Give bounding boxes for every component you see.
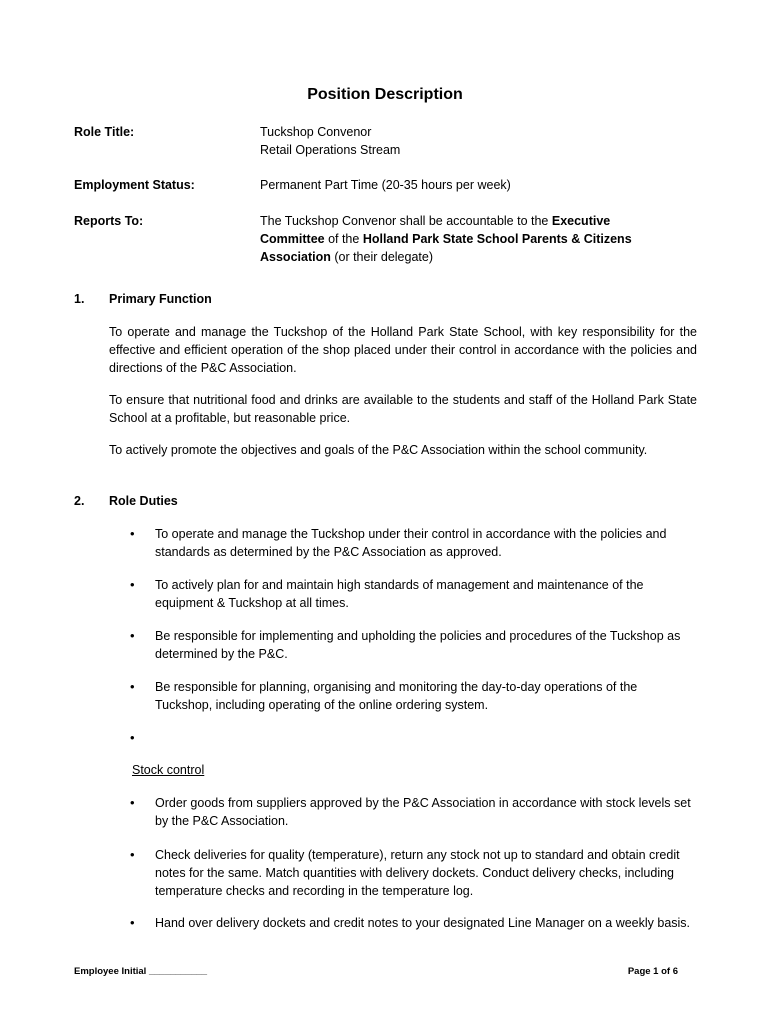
reports-to-bold-1: Executive — [551, 214, 611, 228]
role-title-value — [260, 123, 700, 159]
reports-to-bold-3: Holland Park State School Parents & Citizens — [362, 232, 632, 246]
employment-status-text: Permanent Part Time (20-35 hours per week) — [260, 178, 511, 192]
reports-to-text-3: (or their delegate) — [330, 250, 433, 264]
bullet-icon: • — [130, 795, 135, 810]
duty-item-2: To actively plan for and maintain high standards of management and maintenance of the equipment & Tuckshop at all times. — [155, 578, 644, 610]
role-title-label: Role Title: — [74, 125, 135, 139]
employee-initial-field: Employee Initial ___________ — [74, 966, 208, 977]
reports-to-label: Reports To: — [74, 214, 144, 228]
bullet-icon: • — [130, 915, 135, 930]
stock-item-1: Order goods from suppliers approved by the P&C Association in accordance with stock levels set by the P&C Association. — [155, 796, 691, 828]
page-title: Position Description — [307, 86, 463, 103]
primary-function-paragraph-2: To ensure that nutritional food and drinks are available to the students and staff of the Holland Park State School at a profitable, but reasonable price. — [109, 393, 697, 425]
employment-status-label: Employment Status: — [74, 178, 195, 192]
duty-item-1: To operate and manage the Tuckshop under their control in accordance with the policies and standards as determined by the P&C Association as approved. — [155, 527, 667, 559]
bullet-icon: • — [130, 847, 135, 862]
section-1-heading: Primary Function — [109, 292, 212, 306]
section-1-number: 1. — [74, 292, 85, 306]
bullet-icon: • — [130, 679, 135, 694]
reports-to-text-2: of the — [324, 232, 363, 246]
duty-item-3: Be responsible for implementing and upholding the policies and procedures of the Tuckshop as determined by the P&C. — [155, 629, 681, 661]
bullet-icon: • — [130, 526, 135, 541]
bullet-icon: • — [130, 628, 135, 643]
reports-to-bold-4: Association — [260, 250, 331, 264]
page-number: Page 1 of 6 — [627, 966, 678, 977]
duty-item-4: Be responsible for planning, organising and monitoring the day-to-day operations of the Tuckshop, including operating of the online ordering system. — [155, 680, 638, 712]
reports-to-line2 — [260, 230, 700, 248]
reports-to-value — [260, 212, 700, 266]
bullet-icon: • — [130, 577, 135, 592]
bullet-icon: • — [130, 730, 135, 745]
role-title-line2: Retail Operations Stream — [260, 143, 401, 157]
stock-control-heading: Stock control — [132, 763, 205, 777]
employment-status-value — [260, 176, 700, 194]
section-2-heading: Role Duties — [109, 494, 178, 508]
stock-item-2: Check deliveries for quality (temperature), return any stock not up to standard and obtain credit notes for the same. Match quantities with delivery dockets. Conduct delivery checks, including temperature checks and recording in the temperature log. — [155, 848, 680, 898]
reports-to-bold-2: Committee — [260, 232, 325, 246]
section-2-number: 2. — [74, 494, 85, 508]
primary-function-paragraph-3: To actively promote the objectives and goals of the P&C Association within the school community. — [109, 443, 648, 457]
primary-function-paragraph-1: To operate and manage the Tuckshop of the Holland Park State School, with key responsibility for the effective and efficient operation of the shop placed under their control in accordance with the policies and directions of the P&C Association. — [109, 325, 697, 375]
reports-to-line1 — [260, 212, 700, 230]
role-title-line1: Tuckshop Convenor — [260, 125, 372, 139]
reports-to-line3 — [260, 248, 700, 266]
reports-to-text-1: The Tuckshop Convenor shall be accountable to the — [260, 214, 552, 228]
stock-item-3: Hand over delivery dockets and credit notes to your designated Line Manager on a weekly basis. — [155, 916, 691, 930]
